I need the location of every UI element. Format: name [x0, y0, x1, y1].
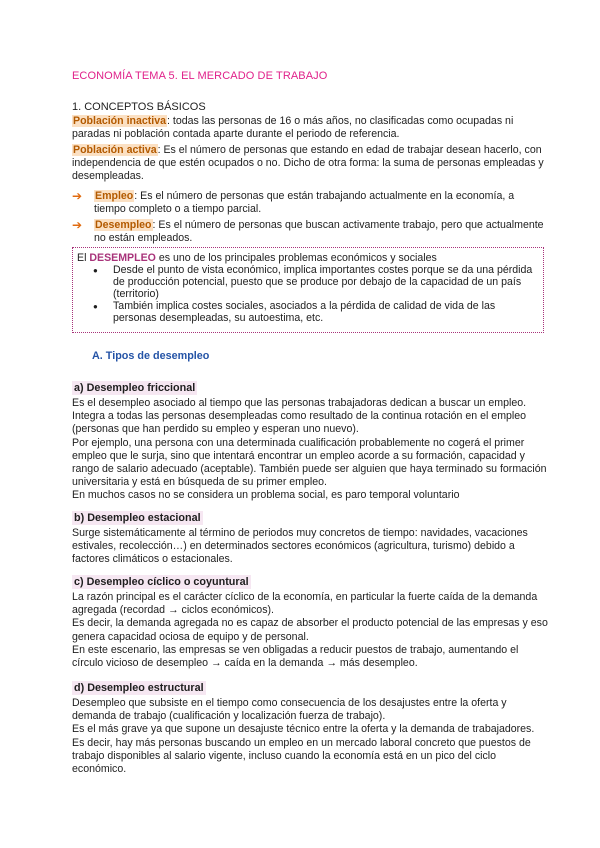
text-estructural: Desempleo que subsiste en el tiempo como consecuencia de los desajustes entre la oferta y demanda de trabajo (cualificación y localización fuerza de trabajo). Es el más grave ya que supone un desajuste técnico entre la oferta y la demanda de trabajadores. Es decir, hay más personas buscando un empleo en un mercado laboral concreto que puestos de trabajo disponibles al salario vigente, incluso cuando la economía está en un pico del ciclo económico. [72, 697, 535, 776]
definition-inactiva [72, 115, 552, 141]
term-desempleo: Desempleo [95, 219, 152, 231]
text-ciclico: La razón principal es el carácter cíclico de la economía, en particular la fuerte caída de la demanda agregada (recordad → ciclos económicos). Es decir, la demanda agregada no es capaz de absorber el producto potencial de las empresas y eso genera capacidad ociosa de equipo y de personal. En este escenario, las empresas se ven obligadas a reducir puestos de trabajo, aumentando el círculo vicioso de desempleo → caída en la demanda → más desempleo. [72, 591, 548, 670]
page-title: ECONOMÍA TEMA 5. EL MERCADO DE TRABAJO [72, 70, 328, 82]
heading-estructural: d) Desempleo estructural [74, 682, 204, 694]
bullet-desempleo [72, 219, 552, 245]
heading-friccional: a) Desempleo friccional [74, 382, 196, 394]
callout-intro: El DESEMPLEO es uno de los principales problemas económicos y sociales [77, 252, 437, 264]
bullet-empleo [72, 190, 552, 216]
term-empleo: Empleo [95, 190, 134, 202]
desempleo-callout-box [72, 247, 544, 333]
text-friccional: Es el desempleo asociado al tiempo que las personas trabajadoras dedican a buscar un empleo. Integra a todas las personas desempleadas como resultado de la continua rotación en el empleo (personas que han perdido su empleo y esperan uno nuevo). Por ejemplo, una persona con una determinada cualificación probablemente no cogerá el primer empleo que le surja, sino que intentará encontrar un empleo acorde a su formación, capacidad y rango de salario adecuado (aceptable). También puede ser alguien que haya terminado su formación universitaria y está en búsqueda de su primer empleo. En muchos casos no se considera un problema social, es paro temporal voluntario [72, 397, 547, 502]
term-poblacion-inactiva: Población inactiva [73, 115, 167, 127]
term-poblacion-activa: Población activa [73, 144, 157, 156]
callout-list [77, 264, 539, 324]
text-estacional: Surge sistemáticamente al término de periodos muy concretos de tiempo: navidades, vacaciones estivales, recolección…) en determinados sectores económicos (agricultura, turismo) debido a factores climáticos o estacionales. [72, 527, 528, 566]
list-item: ● Desde el punto de vista económico, implica importantes costes porque se da una pérdida de producción potencial, puesto que se produce por debajo de la capacidad de un país (territorio) [113, 264, 539, 300]
arrow-bullet-icon: ➔ [72, 218, 83, 232]
definition-text: : Es el número de personas que estando en edad de trabajar desean hacerlo, con independencia de que estén ocupados o no. Dicho de otra forma: la suma de personas empleadas y desempleadas. [72, 144, 544, 183]
definition-text: : Es el número de personas que están trabajando actualmente en la economía, a tiempo completo o a tiempo parcial. [94, 190, 515, 216]
definition-text: : todas las personas de 16 o más años, no clasificadas como ocupadas ni paradas ni población contada aparte durante el periodo de referencia. [72, 115, 514, 141]
keyword-desempleo: DESEMPLEO [89, 252, 156, 264]
definition-text: : Es el número de personas que buscan activamente trabajo, pero que actualmente no están empleados. [94, 219, 544, 245]
heading-estacional: b) Desempleo estacional [74, 512, 201, 524]
tipos-heading: A. Tipos de desempleo [92, 350, 210, 362]
arrow-bullet-icon: ➔ [72, 189, 83, 203]
section-heading: 1. CONCEPTOS BÁSICOS [72, 101, 206, 113]
heading-ciclico: c) Desempleo cíclico o coyuntural [74, 576, 249, 588]
list-item: ● También implica costes sociales, asociados a la pérdida de calidad de vida de las personas desempleadas, su autoestima, etc. [113, 300, 539, 324]
definition-activa [72, 144, 552, 184]
